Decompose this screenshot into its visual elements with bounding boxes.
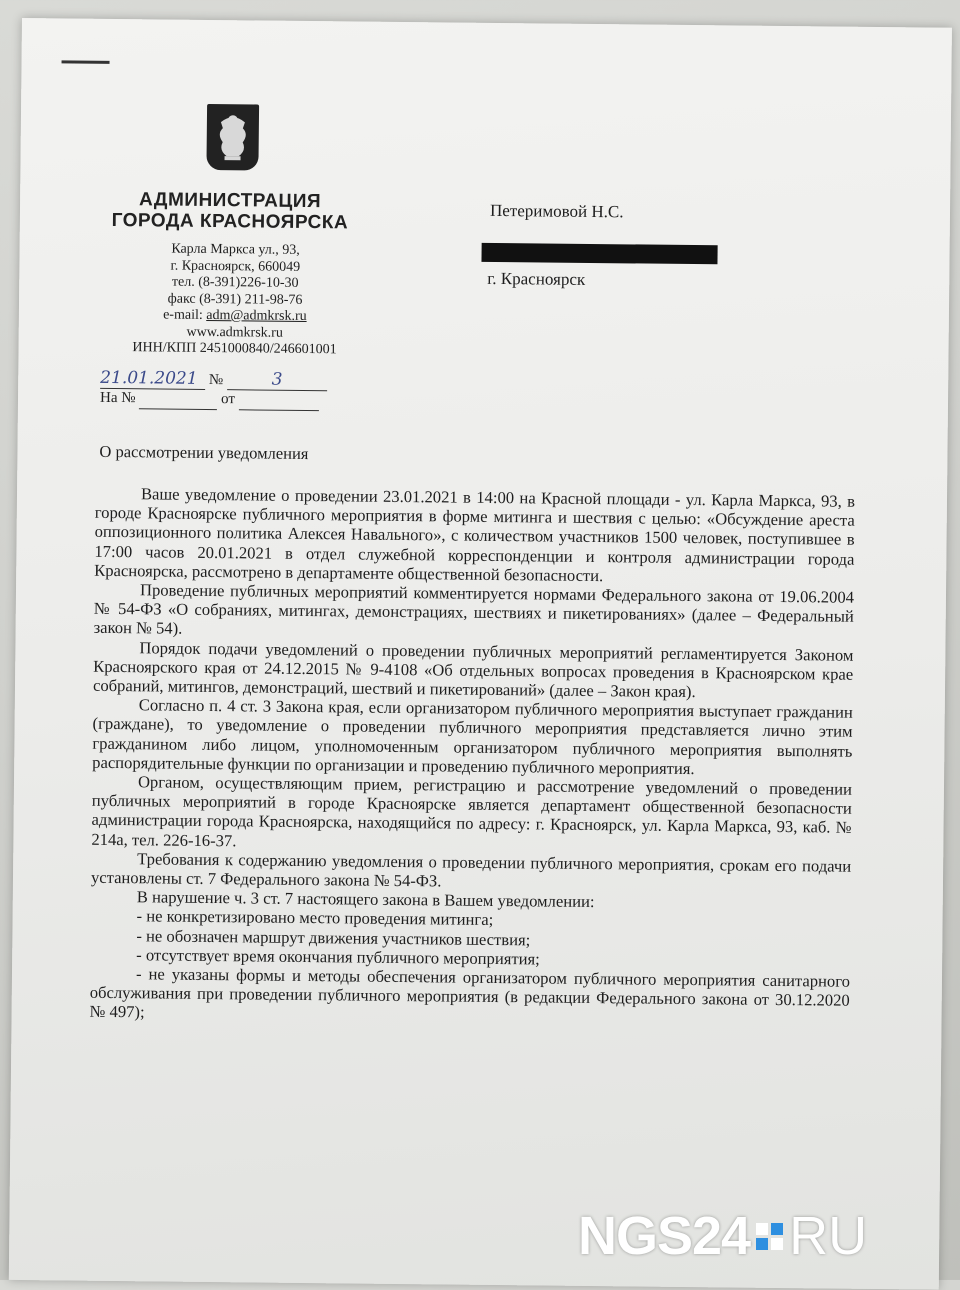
margin-dash <box>62 60 110 64</box>
body-paragraph: Требования к содержанию уведомления о проведении публичного мероприятия, срокам его подачи установлены ст. 7 Федерального закона № 54-ФЗ. <box>90 849 852 891</box>
address-line: тел. (8-391)226-10-30 <box>171 274 299 291</box>
body-paragraph: В нарушение ч. 3 ст. 7 настоящего закона в Вашем уведомлении: <box>136 887 595 912</box>
registration-date: 21.01.2021 <box>100 369 205 390</box>
letter-subject: О рассмотрении уведомления <box>99 441 309 464</box>
violation-item: - не указаны формы и методы обеспечения организатором публичного мероприятия санитарного обслуживания при проведении публичного мероприятия (в редакции Федерального закона от 30.12.2020 № 497); <box>89 964 851 1022</box>
letter-sheet <box>9 18 952 1290</box>
body-paragraph: Порядок подачи уведомлений о проведении публичных мероприятий регламентируется Законом Красноярского края от 24.12.2015 № 9-4108 «Об отдельных вопросах проведения в Красноярском крае собраний, митингов, демонстраций, шествий и пикетирований» (далее – Закон края). <box>92 637 854 702</box>
body-paragraph: Органом, осуществляющим прием, регистрацию и рассмотрение уведомлений о проведении публичных мероприятий в городе Красноярске является департамент общественной безопасности администрации города Красноярска, находящийся по адресу: г. Красноярск, ул. Карла Маркса, 93, каб. № 214а, тел. 226-16-37. <box>91 772 853 850</box>
registration-block <box>100 369 327 411</box>
address-line: факс (8-391) 211-98-76 <box>167 291 303 308</box>
recipient-name: Петеримовой Н.С. <box>489 200 624 222</box>
number-label: № <box>208 371 224 389</box>
reply-number-label: На № <box>99 389 136 407</box>
organization-name <box>110 189 350 234</box>
address-line: Карла Маркса ул., 93, <box>171 241 300 258</box>
violation-item: - не конкретизировано место проведения митинга; <box>136 906 494 930</box>
ngs24-watermark <box>578 1206 867 1266</box>
org-line-2: ГОРОДА КРАСНОЯРСКА <box>111 209 349 234</box>
body-paragraph: Проведение публичных мероприятий комментируется нормами Федерального закона от 19.06.2004 № 54-ФЗ «О собраниях, митингах, демонстрациях, шествиях и пикетированиях» (далее – Федеральный закон № 54). <box>93 580 855 639</box>
email-address: adm@admkrsk.ru <box>206 307 307 324</box>
watermark-suffix: RU <box>789 1206 868 1266</box>
letter-body <box>89 484 855 1030</box>
address-line: г. Красноярск, 660049 <box>170 258 301 275</box>
redacted-address <box>481 243 717 264</box>
violation-item: - отсутствует время окончания публичного мероприятия; <box>136 945 540 969</box>
reply-date-blank <box>239 390 319 411</box>
body-paragraph: Ваше уведомление о проведении 23.01.2021 в 14:00 на Красной площади - ул. Карла Маркса, 93, в городе Красноярске публичного мероприятия в форме митинга и шествия с целью: «Обсуждение ареста оппозиционного политика Алексея Навального», с количеством участников 1500 человек, поступившее в 17:00 часов 20.01.2021 в отдел служебной корреспонденции и контроля администрации города Красноярска, рассмотрено в департаменте общественной безопасности. <box>94 484 856 585</box>
registration-line <box>100 369 327 391</box>
registration-number: 3 <box>227 370 327 391</box>
reply-date-label: от <box>220 391 236 408</box>
reply-number-blank <box>139 389 217 410</box>
watermark-brand: NGS24 <box>578 1206 751 1266</box>
city-crest-icon <box>206 104 259 171</box>
sender-address <box>114 241 355 359</box>
website: www.admkrsk.ru <box>186 324 283 341</box>
ngs24-logo-squares-icon <box>756 1223 783 1250</box>
org-line-1: АДМИНИСТРАЦИЯ <box>138 189 322 213</box>
body-paragraph: Согласно п. 4 ст. 3 Закона края, если организатором публичного мероприятия выступает гражданин (граждане), то уведомление о проведении публичного мероприятия представляется лично этим гражданином либо лицом, уполномоченным организатором публичного мероприятия выполнять распорядительные функции по организации и проведению публичного мероприятия. <box>92 695 853 778</box>
inn-kpp: ИНН/КПП 2451000840/246601001 <box>132 340 337 358</box>
reply-line <box>100 389 327 411</box>
recipient-city: г. Красноярск <box>487 268 586 289</box>
violation-item: - не обозначен маршрут движения участников шествия; <box>136 925 531 950</box>
email-prefix: e-mail: <box>163 307 207 323</box>
